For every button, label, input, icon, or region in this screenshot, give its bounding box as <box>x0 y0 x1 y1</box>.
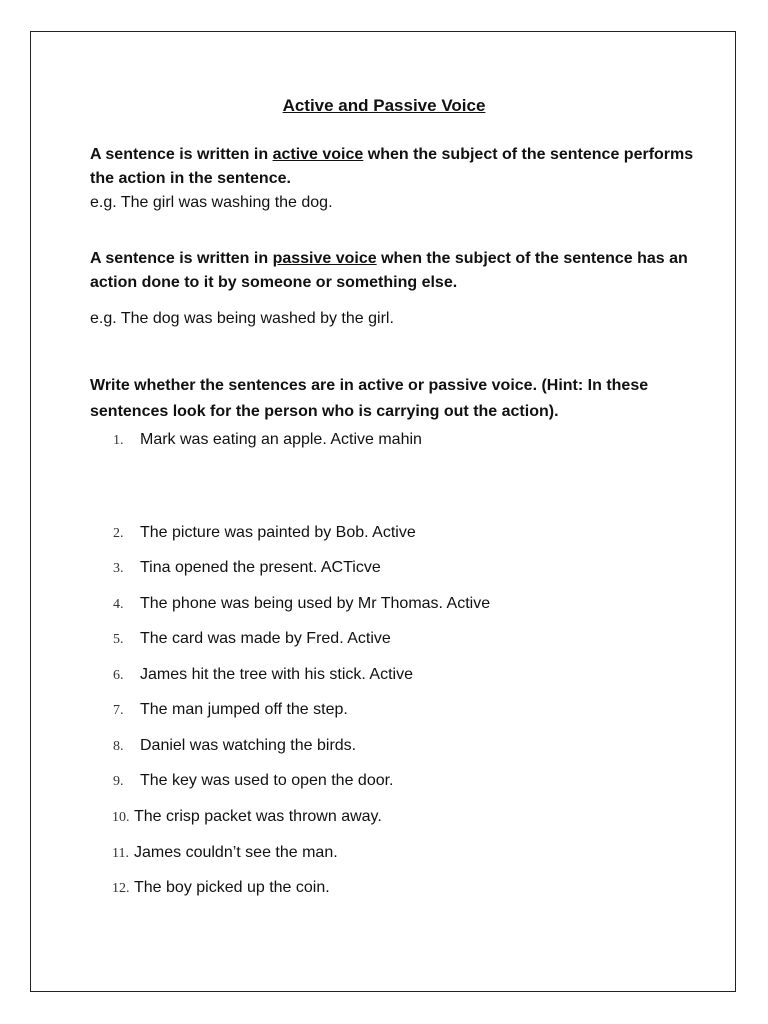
passive-voice-statement <box>90 247 700 295</box>
question-text: James couldn’t see the man. <box>134 844 338 861</box>
active-voice-pre: A sentence is written in <box>90 146 273 163</box>
question-number: 5. <box>113 632 124 647</box>
question-number: 1. <box>113 433 124 448</box>
question-text: Tina opened the present. ACTicve <box>140 559 381 576</box>
question-item-5 <box>108 630 391 648</box>
question-item-6 <box>108 666 413 684</box>
question-number: 4. <box>113 597 124 612</box>
question-item-9 <box>108 772 394 790</box>
passive-voice-post: when the subject of the sentence has an action done to it by someone or something else. <box>90 250 688 291</box>
question-number: 2. <box>113 526 124 541</box>
question-number: 12. <box>112 881 130 896</box>
question-item-12 <box>112 879 330 897</box>
question-number: 6. <box>113 668 124 683</box>
page-title: Active and Passive Voice <box>282 96 486 115</box>
question-item-8 <box>108 737 356 755</box>
question-item-4 <box>108 595 490 613</box>
question-text: The key was used to open the door. <box>140 772 394 789</box>
question-number: 3. <box>113 561 124 576</box>
passive-voice-pre: A sentence is written in <box>90 250 273 267</box>
active-voice-example: e.g. The girl was washing the dog. <box>90 194 333 211</box>
question-item-3 <box>108 559 381 577</box>
question-item-2 <box>108 524 416 542</box>
active-voice-term: active voice <box>272 146 364 163</box>
passive-voice-definition <box>90 247 700 295</box>
question-item-7 <box>108 701 348 719</box>
passive-voice-example: e.g. The dog was being washed by the girl. <box>90 310 394 327</box>
question-text: James hit the tree with his stick. Active <box>140 666 413 683</box>
active-voice-definition <box>90 143 700 215</box>
question-text: Daniel was watching the birds. <box>140 737 357 754</box>
question-text: The crisp packet was thrown away. <box>134 808 382 825</box>
question-text: The man jumped off the step. <box>140 701 348 718</box>
instructions: Write whether the sentences are in active or passive voice. (Hint: In these sentences look for the person who is carrying out the action). <box>90 377 649 420</box>
question-text: The picture was painted by Bob. Active <box>140 524 416 541</box>
question-number: 11. <box>112 846 129 861</box>
passive-voice-term: passive voice <box>272 250 377 267</box>
question-item-1 <box>108 431 422 449</box>
active-voice-post: when the subject of the sentence performs the action in the sentence. <box>90 146 694 187</box>
question-number: 10. <box>112 810 130 825</box>
question-text: The boy picked up the coin. <box>134 879 330 896</box>
question-item-10 <box>112 808 382 826</box>
active-voice-statement <box>90 143 700 191</box>
question-number: 8. <box>113 739 124 754</box>
question-item-11 <box>112 844 338 862</box>
question-number: 9. <box>113 774 124 789</box>
question-text: Mark was eating an apple. Active mahin <box>140 431 422 448</box>
question-text: The card was made by Fred. Active <box>140 630 391 647</box>
question-text: The phone was being used by Mr Thomas. Active <box>140 595 491 612</box>
question-number: 7. <box>113 703 124 718</box>
